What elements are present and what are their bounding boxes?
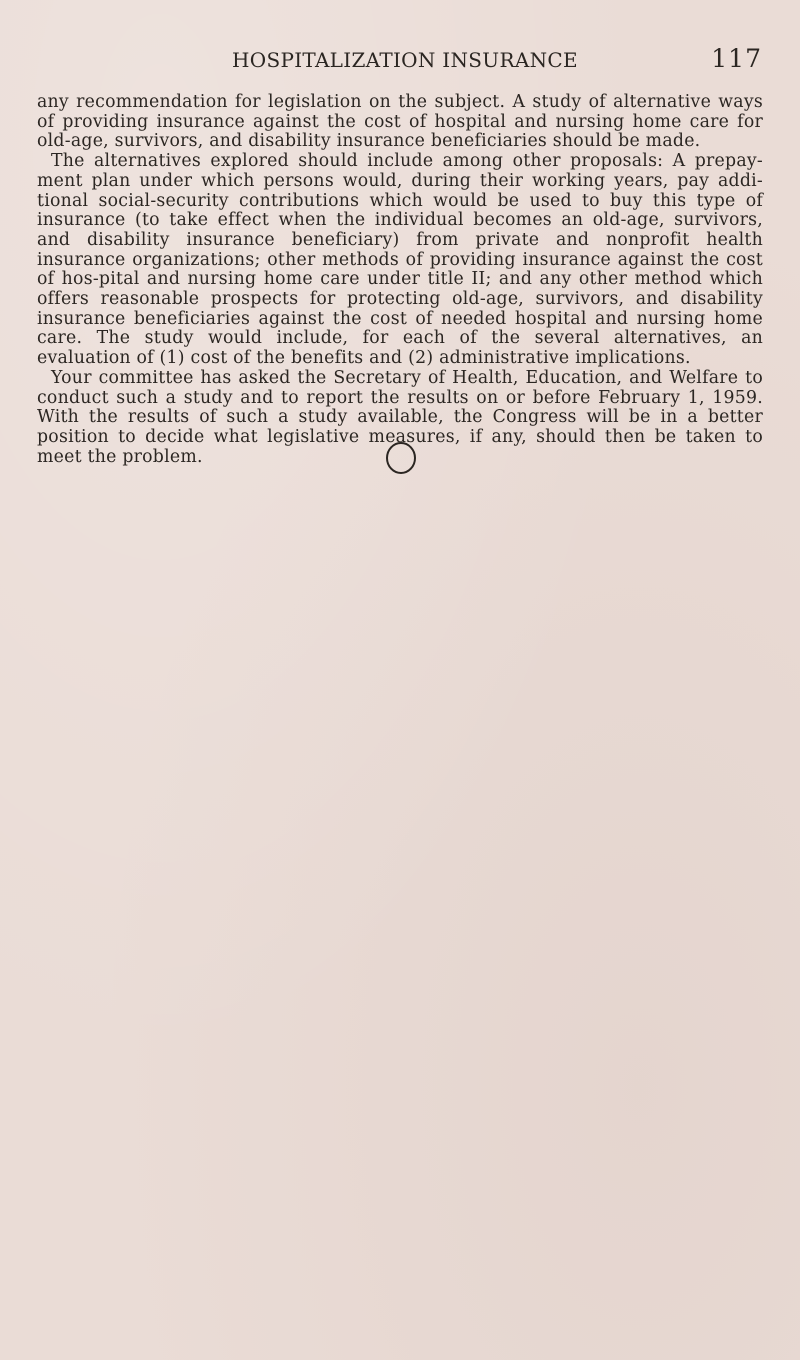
body-text (37, 93, 763, 467)
running-header (232, 44, 762, 78)
end-circle-icon (383, 440, 419, 476)
paragraph-committee: Your committee has asked the Secretary of Health, Education, and Welfare to conduct such a study and to report the results on or before February 1, 1959. With the results of such a study available, the Congress will be in a better position to decide what legislative measures, if any, should then be taken to meet the problem. (37, 367, 763, 467)
paragraph-alternatives: The alternatives explored should include among other proposals: A prepay-ment plan under which persons would, during their working years, pay addi-tional social-security contributions which would be used to buy this type of insurance (to take effect when the individual becomes an old-age, survivors, and disability insurance beneficiary) from private and nonprofit health insurance organizations; other methods of providing insurance against the cost of hos-pital and nursing home care under title II; and any other method which offers reasonable prospects for protecting old-age, survivors, and disability insurance beneficiaries against the cost of needed hospital and nursing home care. The study would include, for each of the several alternatives, an evaluation of (1) cost of the benefits and (2) administrative implications. (37, 151, 763, 369)
running-title: HOSPITALIZATION INSURANCE (232, 48, 578, 72)
page-number: 117 (711, 44, 762, 73)
paragraph-continued: any recommendation for legislation on the subject. A study of alternative ways of providing insurance against the cost of hospital and nursing home care for old-age, survivors, and disability insurance beneficiaries should be made. (37, 92, 763, 152)
